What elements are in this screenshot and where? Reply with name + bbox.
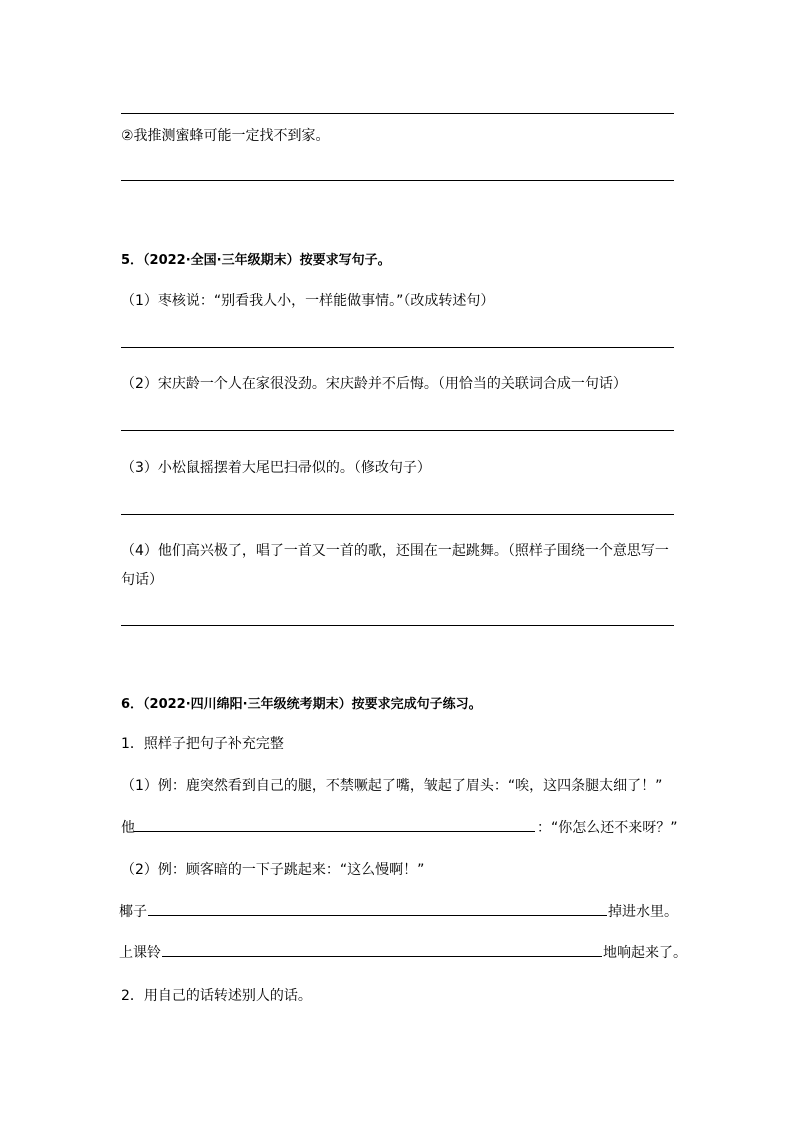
q5-item-2: （2）宋庆龄一个人在家很没劲。宋庆龄并不后悔。（用恰当的关联词合成一句话） [121,376,627,392]
fill-3-blank[interactable] [162,956,602,957]
q5-item-3: （3）小松鼠摇摆着大尾巴扫帚似的。（修改句子） [121,460,431,476]
q6-sub1-title: 1．照样子把句子补充完整 [121,736,284,752]
answer-line[interactable] [121,180,674,181]
q5-item-4-cont: 句话） [121,572,163,588]
answer-line[interactable] [121,113,674,114]
fill-1-blank[interactable] [134,831,535,832]
q6-example-1: （1）例：鹿突然看到自己的腿，不禁噘起了嘴，皱起了眉头：“唉，这四条腿太细了！” [121,778,663,794]
answer-line[interactable] [121,430,674,431]
fill-2-prefix: 椰子 [119,904,147,920]
fill-3-suffix: 地响起来了。 [603,945,687,961]
answer-line[interactable] [121,514,674,515]
fill-1-suffix: ：“你怎么还不来呀？” [537,820,678,836]
q5-item-1: （1）枣核说：“别看我人小，一样能做事情。”（改成转述句） [121,293,495,309]
fill-2-suffix: 掉进水里。 [608,904,678,920]
q4-item-2: ②我推测蜜蜂可能一定找不到家。 [121,128,330,144]
fill-3-prefix: 上课铃 [119,945,161,961]
fill-1-prefix: 他 [121,820,135,836]
q6-heading: 6．（2022·四川绵阳·三年级统考期末）按要求完成句子练习。 [121,697,482,712]
q5-item-4: （4）他们高兴极了，唱了一首又一首的歌，还围在一起跳舞。（照样子围绕一个意思写一 [121,543,669,559]
q6-sub2-title: 2．用自己的话转述别人的话。 [121,988,312,1004]
q5-heading: 5．（2022·全国·三年级期末）按要求写句子。 [121,253,391,268]
answer-line[interactable] [121,347,674,348]
fill-2-blank[interactable] [148,915,607,916]
answer-line[interactable] [121,625,674,626]
q6-example-2: （2）例：顾客暗的一下子跳起来：“这么慢啊！” [121,862,425,878]
